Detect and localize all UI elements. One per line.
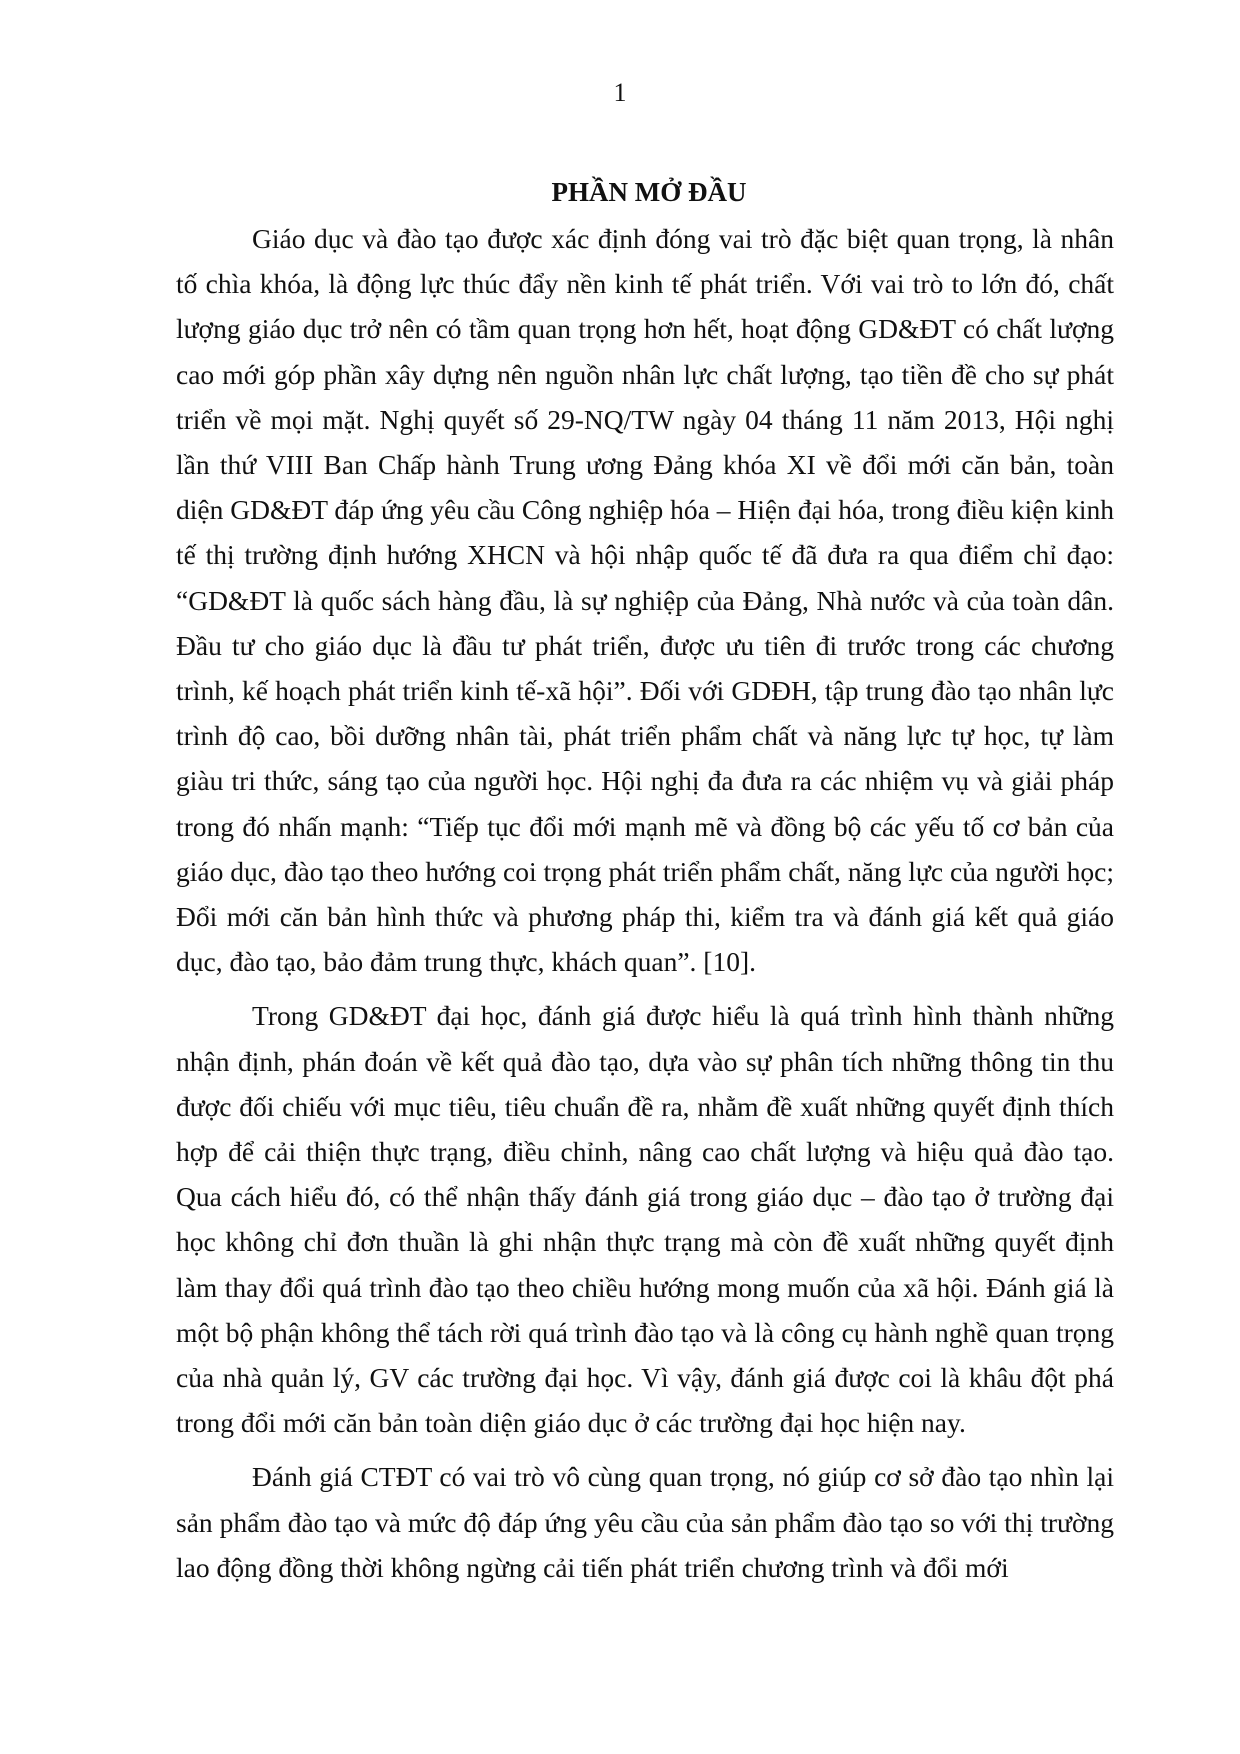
paragraph-3: Đánh giá CTĐT có vai trò vô cùng quan trọng, nó giúp cơ sở đào tạo nhìn lại sản phẩm đào tạo và mức độ đáp ứng yêu cầu của sản phẩm đào tạo so với thị trường lao động đồng thời không ngừng cải tiến phát triển chương trình và đổi mới: [176, 1461, 1114, 1583]
section-heading: PHẦN MỞ ĐẦU: [551, 177, 747, 207]
page-body: [176, 170, 1114, 1590]
page-number: 1: [613, 78, 627, 107]
paragraph-1: Giáo dục và đào tạo được xác định đóng vai trò đặc biệt quan trọng, là nhân tố chìa khóa, là động lực thúc đẩy nền kinh tế phát triển. Với vai trò to lớn đó, chất lượng giáo dục trở nên có tầm quan trọng hơn hết, hoạt động GD&ĐT có chất lượng cao mới góp phần xây dựng nên nguồn nhân lực chất lượng, tạo tiền đề cho sự phát triển về mọi mặt. Nghị quyết số 29-NQ/TW ngày 04 tháng 11 năm 2013, Hội nghị lần thứ VIII Ban Chấp hành Trung ương Đảng khóa XI về đổi mới căn bản, toàn diện GD&ĐT đáp ứng yêu cầu Công nghiệp hóa – Hiện đại hóa, trong điều kiện kinh tế thị trường định hướng XHCN và hội nhập quốc tế đã đưa ra qua điểm chỉ đạo: “GD&ĐT là quốc sách hàng đầu, là sự nghiệp của Đảng, Nhà nước và của toàn dân. Đầu tư cho giáo dục là đầu tư phát triển, được ưu tiên đi trước trong các chương trình, kế hoạch phát triển kinh tế-xã hội”. Đối với GDĐH, tập trung đào tạo nhân lực trình độ cao, bồi dưỡng nhân tài, phát triển phẩm chất và năng lực tự học, tự làm giàu tri thức, sáng tạo của người học. Hội nghị đa đưa ra các nhiệm vụ và giải pháp trong đó nhấn mạnh: “Tiếp tục đổi mới mạnh mẽ và đồng bộ các yếu tố cơ bản của giáo dục, đào tạo theo hướng coi trọng phát triển phẩm chất, năng lực của người học; Đổi mới căn bản hình thức và phương pháp thi, kiểm tra và đánh giá kết quả giáo dục, đào tạo, bảo đảm trung thực, khách quan”. [10].: [176, 223, 1114, 978]
paragraph-2: Trong GD&ĐT đại học, đánh giá được hiểu là quá trình hình thành những nhận định, phán đoán về kết quả đào tạo, dựa vào sự phân tích những thông tin thu được đối chiếu với mục tiêu, tiêu chuẩn đề ra, nhằm đề xuất những quyết định thích hợp để cải thiện thực trạng, điều chỉnh, nâng cao chất lượng và hiệu quả đào tạo. Qua cách hiểu đó, có thể nhận thấy đánh giá trong giáo dục – đào tạo ở trường đại học không chỉ đơn thuần là ghi nhận thực trạng mà còn đề xuất những quyết định làm thay đổi quá trình đào tạo theo chiều hướng mong muốn của xã hội. Đánh giá là một bộ phận không thể tách rời quá trình đào tạo và là công cụ hành nghề quan trọng của nhà quản lý, GV các trường đại học. Vì vậy, đánh giá được coi là khâu đột phá trong đổi mới căn bản toàn diện giáo dục ở các trường đại học hiện nay.: [176, 1000, 1114, 1439]
